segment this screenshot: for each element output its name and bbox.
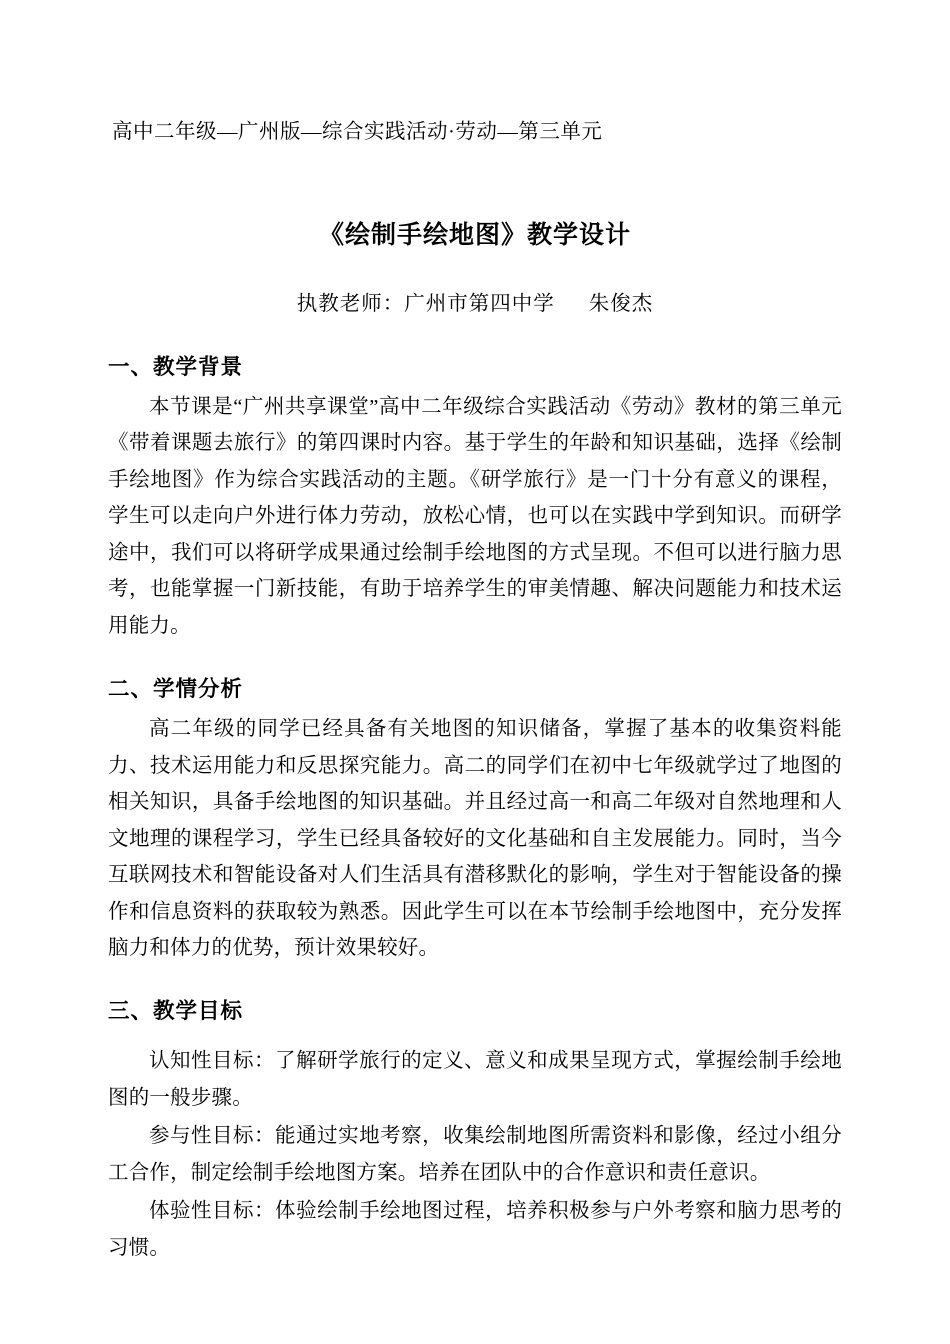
document-header-line: 高中二年级—广州版—综合实践活动·劳动—第三单元 [112, 121, 603, 143]
section-heading: 三、教学目标 [108, 999, 244, 1024]
document-byline [108, 286, 842, 316]
section-student-analysis [108, 672, 842, 966]
objective-experience: 体验性目标：体验绘制手绘地图过程，培养积极参与户外考察和脑力思考的习惯。 [108, 1200, 842, 1259]
section-heading: 二、学情分析 [108, 677, 244, 702]
section-heading: 一、教学背景 [108, 354, 244, 379]
section-paragraph: 高二年级的同学已经具备有关地图的知识储备，掌握了基本的收集资料能力、技术运用能力和反思探究能力。高二的同学们在初中七年级就学过了地图的相关知识，具备手绘地图的知识基础。并且经过高一和高二年级对自然地理和人文地理的课程学习，学生已经具备较好的文化基础和自主发展能力。同时，当今互联网技术和智能设备对人们生活具有潜移默化的影响，学生对于智能设备的操作和信息资料的获取较为熟悉。因此学生可以在本节绘制手绘地图中，充分发挥脑力和体力的优势，预计效果较好。 [108, 718, 842, 959]
objective-cognitive: 认知性目标：了解研学旅行的定义、意义和成果呈现方式，掌握绘制手绘地图的一般步骤。 [108, 1050, 842, 1109]
section-teaching-objectives [108, 994, 842, 1266]
objective-participation: 参与性目标：能通过实地考察，收集绘制地图所需资料和影像，经过小组分工合作，制定绘制手绘地图方案。培养在团队中的合作意识和责任意识。 [108, 1125, 842, 1184]
byline-label: 执教老师：广州市第四中学 [296, 292, 555, 315]
section-teaching-background [108, 350, 842, 644]
byline-teacher-name: 朱俊杰 [588, 292, 654, 315]
section-paragraph: 本节课是“广州共享课堂”高中二年级综合实践活动《劳动》教材的第三单元《带着课题去旅行》的第四课时内容。基于学生的年龄和知识基础，选择《绘制手绘地图》作为综合实践活动的主题。《研学旅行》是一门十分有意义的课程，学生可以走向户外进行体力劳动，放松心情，也可以在实践中学到知识。而研学途中，我们可以将研学成果通过绘制手绘地图的方式呈现。不但可以进行脑力思考，也能掌握一门新技能，有助于培养学生的审美情趣、解决问题能力和技术运用能力。 [108, 395, 842, 637]
page-title: 《绘制手绘地图》教学设计 [318, 220, 631, 249]
